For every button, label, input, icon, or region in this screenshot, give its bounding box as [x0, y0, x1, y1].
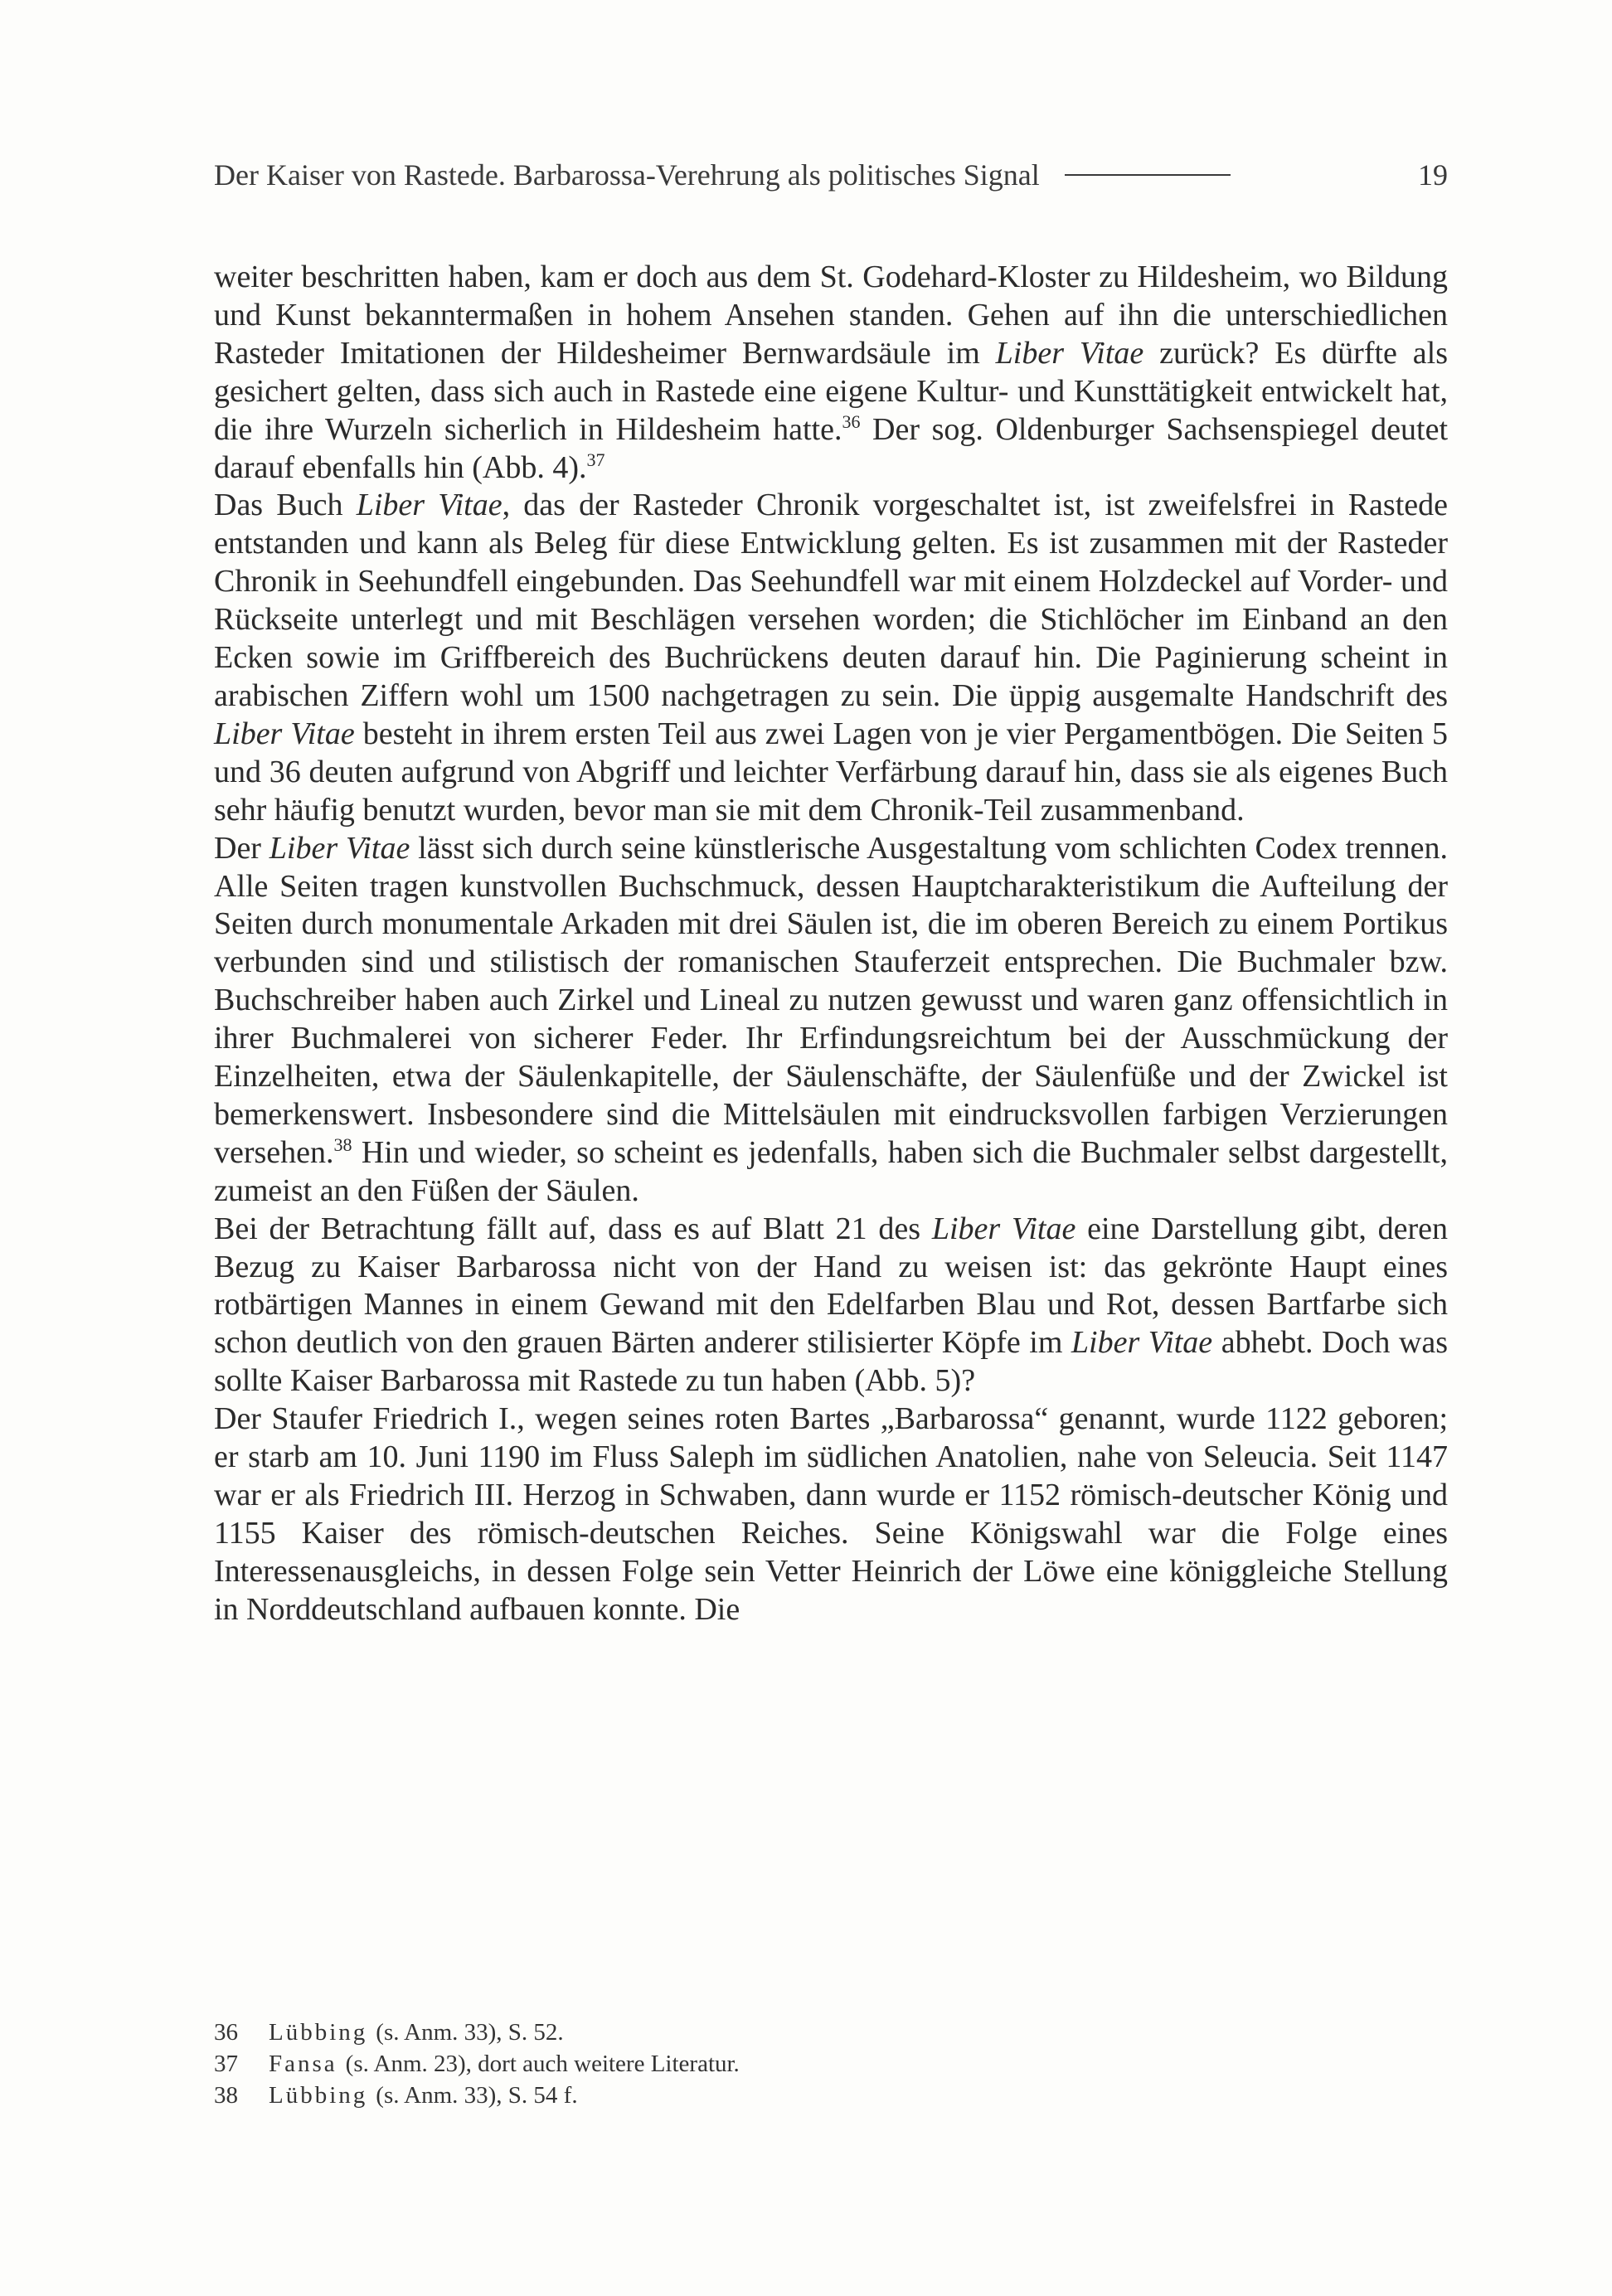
italic-title: Liber Vitae: [269, 830, 410, 866]
paragraph-2: [214, 487, 1448, 829]
footnote-ref-36: 36: [842, 410, 861, 432]
text-run: Bei der Betrachtung fällt auf, dass es auf Blatt 21 des: [214, 1211, 932, 1246]
footnote-author: Fansa: [269, 2051, 337, 2077]
text-run: weiter beschritten haben, kam er doch aus dem St. Godehard-Kloster zu Hildesheim, wo Bildung und Kunst bekanntermaßen in hohem Ansehen standen. Gehen auf ihn die unterschiedlichen Rasteder Imitationen der Hildesheimer Bernwardsäule im: [214, 260, 1448, 371]
text-run: abhebt. Doch was sollte Kaiser Barbarossa mit Rastede zu tun haben (Abb. 5)?: [214, 1325, 1448, 1399]
text-run: besteht in ihrem ersten Teil aus zwei Lagen von je vier Pergamentbögen. Die Seiten 5 und 36 deuten aufgrund von Abgriff und leichter Verfärbung darauf hin, dass sie als eigenes Buch sehr häufig benutzt wurden, bevor man sie mit dem Chronik-Teil zusammenband.: [214, 716, 1448, 828]
footnote-text: (s. Anm. 33), S. 52.: [376, 2019, 564, 2046]
footnote-text: (s. Anm. 23), dort auch weitere Literatur.: [345, 2051, 740, 2077]
paragraph-3: [214, 830, 1448, 1211]
running-header: [214, 156, 1448, 194]
text-run: , das der Rasteder Chronik vorgeschaltet ist, ist zweifelsfrei in Rastede entstanden und kann als Beleg für diese Entwicklung gelten. Es ist zusammen mit der Rasteder Chronik in Seehundfell eingebunden. Das Seehundfell war mit einem Holzdeckel auf Vorder- und Rückseite unterlegt und mit Beschlägen versehen worden; die Stichlöcher im Einband an den Ecken sowie im Griffbereich des Buchrückens deuten darauf hin. Die Paginierung scheint in arabischen Ziffern wohl um 1500 nachgetragen zu sein. Die üppig ausgemalte Handschrift des: [214, 488, 1449, 713]
text-run: eine Darstellung gibt, deren Bezug zu Kaiser Barbarossa nicht von der Hand zu weisen ist: das gekrönte Haupt eines rotbärtigen Mannes in einem Gewand mit den Edelfarben Blau und Rot, dessen Bartfarbe sich schon deutlich von den grauen Bärten anderer stilisierter Köpfe im: [214, 1211, 1449, 1361]
text-run: Das Buch: [214, 488, 357, 523]
header-rule: [1065, 174, 1231, 176]
page-number: 19: [1418, 158, 1448, 192]
main-text: [214, 259, 1448, 1629]
footnote-ref-37: 37: [586, 449, 605, 470]
footnotes: [214, 2017, 1448, 2111]
text-run: Der Staufer Friedrich I., wegen seines roten Bartes „Barbarossa“ genannt, wurde 1122 geboren; er starb am 10. Juni 1190 im Fluss Saleph im südlichen Anatolien, nahe von Seleucia. Seit 1147 war er als Friedrich III. Herzog in Schwaben, dann wurde er 1152 römisch-deutscher König und 1155 Kaiser des römisch-deutschen Reiches. Seine Königswahl war die Folge eines Interessenausgleichs, in dessen Folge sein Vetter Heinrich der Löwe eine königgleiche Stellung in Norddeutschland aufbauen konnte. Die: [214, 1401, 1448, 1627]
footnote-text: (s. Anm. 33), S. 54 f.: [376, 2082, 578, 2109]
paragraph-4: [214, 1211, 1448, 1401]
footnote-author: Lübbing: [269, 2082, 368, 2109]
text-run: lässt sich durch seine künstlerische Ausgestaltung vom schlichten Codex trennen. Alle Seiten tragen kunstvollen Buchschmuck, dessen Hauptcharakteristikum die Aufteilung der Seiten durch monumentale Arkaden mit drei Säulen ist, die im oberen Bereich zu einem Portikus verbunden sind und stilistisch der romanischen Stauferzeit entsprechen. Die Buchmaler bzw. Buchschreiber haben auch Zirkel und Lineal zu nutzen gewusst und waren ganz offensichtlich in ihrer Buchmalerei von sicherer Feder. Ihr Erfindungsreichtum bei der Ausschmückung der Einzelheiten, etwa der Säulenkapitelle, der Säulenschäfte, der Säulenfüße und der Zwickel ist bemerkenswert. Insbesondere sind die Mittelsäulen mit eindrucksvollen farbigen Verzierungen versehen.: [214, 830, 1449, 1170]
paragraph-5: [214, 1400, 1448, 1629]
italic-title: Liber Vitae: [995, 335, 1144, 371]
italic-title: Liber Vitae: [1071, 1325, 1213, 1361]
footnote-number: 36: [214, 2019, 238, 2046]
italic-title: Liber Vitae: [931, 1211, 1076, 1246]
footnote-ref-38: 38: [333, 1133, 352, 1155]
text-run: Der sog. Oldenburger Sachsenspiegel deutet darauf ebenfalls hin (Abb. 4).: [214, 411, 1449, 485]
running-title: Der Kaiser von Rastede. Barbarossa-Verehrung als politisches Signal: [214, 158, 1040, 192]
italic-title: Liber Vitae: [356, 488, 503, 523]
footnote-number: 38: [214, 2082, 238, 2109]
italic-title: Liber Vitae: [214, 716, 355, 751]
text-run: Der: [214, 830, 269, 866]
footnote-36: [214, 2017, 1448, 2048]
text-run: Hin und wieder, so scheint es jedenfalls, haben sich die Buchmaler selbst dargestellt, zumeist an den Füßen der Säulen.: [214, 1134, 1448, 1208]
footnote-number: 37: [214, 2051, 238, 2077]
footnote-author: Lübbing: [269, 2019, 368, 2046]
footnote-37: [214, 2048, 1448, 2080]
paragraph-1: [214, 259, 1448, 487]
text-run: zurück? Es dürfte als gesichert gelten, dass sich auch in Rastede eine eigene Kultur- und Kunsttätigkeit entwickelt hat, die ihre Wurzeln sicherlich in Hildesheim hatte.: [214, 335, 1449, 447]
footnote-38: [214, 2080, 1448, 2111]
